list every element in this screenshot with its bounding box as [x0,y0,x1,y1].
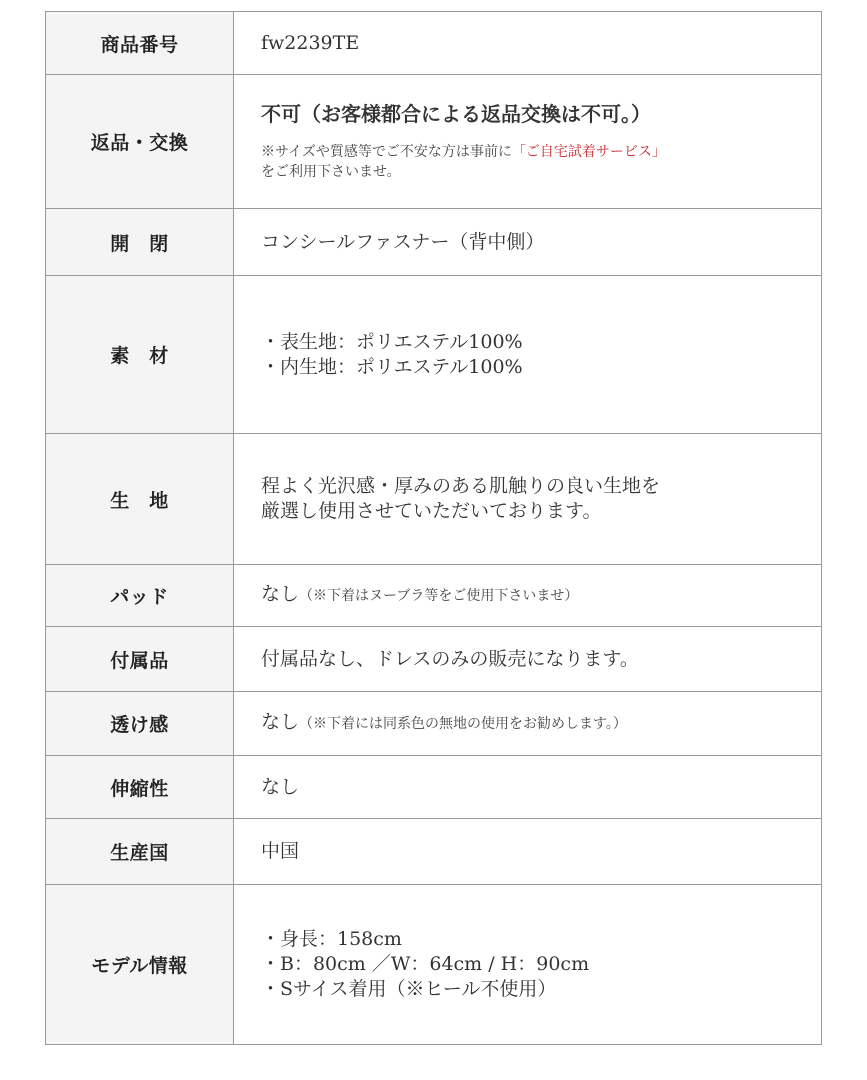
material-value [234,276,822,434]
row-label: 生 地 [46,434,234,565]
not-allowed-text: 不可 [261,101,301,126]
table-row [46,627,822,692]
pad-text: なし [261,583,300,605]
row-label: 付属品 [46,627,234,692]
row-label: 開 閉 [46,209,234,276]
transparency-note: （※下着には同系色の無地の使用をお勧めします。） [299,716,627,732]
table-row [46,276,822,434]
model-info-value [234,885,822,1045]
transparency-value [234,692,822,756]
home-fitting-service-link[interactable]: 「ご自宅試着サービス」 [511,143,666,160]
return-policy-main: （お客様都合による返品交換は不可。） [301,101,651,126]
list-item: 程よく光沢感・厚みのある肌触りの良い生地を [261,475,661,497]
row-label: 生産国 [46,819,234,885]
product-number: fw2239TE [234,12,822,75]
list-item: ・内生地：ポリエステル100% [261,355,523,378]
row-label: 透け感 [46,692,234,756]
table-row [46,209,822,276]
return-note-suffix: をご利用下さいませ。 [261,163,401,180]
list-item: ・B：80cm ／W：64cm / H：90cm [261,953,590,975]
table-row [46,885,822,1045]
list-item: ・Sサイス着用（※ヒール不使用） [261,978,557,1000]
table-row [46,756,822,819]
table-row [46,819,822,885]
row-label: 商品番号 [46,12,234,75]
table-row [46,565,822,627]
table-row [46,434,822,565]
product-spec-table [45,11,822,1045]
closure-value: コンシールファスナー（背中側） [234,209,822,276]
row-label: 伸縮性 [46,756,234,819]
row-label: モデル情報 [46,885,234,1045]
list-item: ・身長：158cm [261,928,402,950]
return-policy [234,75,822,209]
table-row [46,692,822,756]
stretch-value: なし [234,756,822,819]
accessories-value: 付属品なし、ドレスのみの販売になります。 [234,627,822,692]
table-row [46,12,822,75]
row-label: 素 材 [46,276,234,434]
list-item: 厳選し使用させていただいております。 [261,500,602,522]
country-value: 中国 [234,819,822,885]
transparency-text: なし [261,711,300,733]
pad-value [234,565,822,627]
row-label: パッド [46,565,234,627]
fabric-value [234,434,822,565]
row-label: 返品・交換 [46,75,234,209]
return-note-prefix: ※サイズや質感等でご不安な方は事前に [261,143,512,160]
list-item: ・表生地：ポリエステル100% [261,330,523,353]
table-row [46,75,822,209]
pad-note: （※下着はヌーブラ等をご使用下さいませ） [299,588,579,604]
